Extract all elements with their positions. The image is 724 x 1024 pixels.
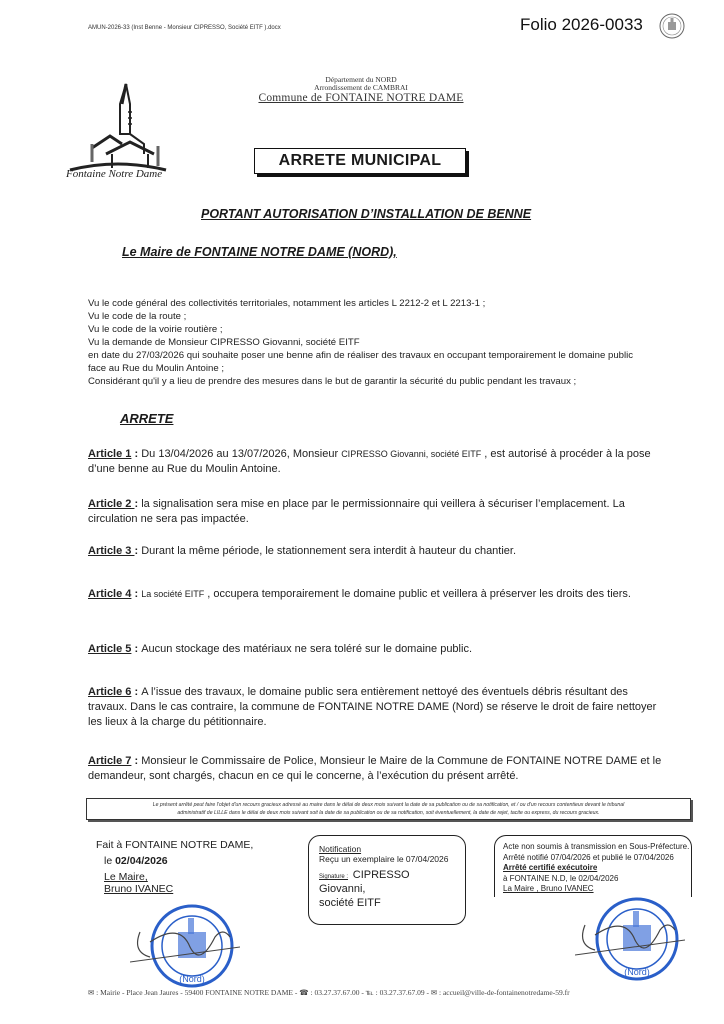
vu-line: Vu le code de la route ; — [88, 311, 187, 322]
vu-considerants — [88, 297, 633, 388]
mairie-stamp-certified — [575, 895, 685, 985]
vu-line: face au Rue du Moulin Antoine ; — [88, 363, 225, 374]
fait-place: Fait à FONTAINE NOTRE DAME, — [96, 839, 254, 851]
footer-contact: ✉ : Mairie - Place Jean Jaures - 59400 FONTAINE NOTRE DAME - ☎ : 03.27.37.67.00 - ℡ : 03.27.37.67.09 - ✉ : accueil@ville-de-fontainenotredame-59.fr — [88, 988, 570, 997]
mairie-stamp-signature — [130, 902, 240, 992]
departement: Département du NORD — [325, 75, 397, 84]
town-logo — [62, 74, 174, 182]
folio-number: Folio 2026-0033 — [520, 15, 643, 34]
notification-heading: Notification — [319, 844, 362, 854]
recours-notice: Le présent arrêté peut faire l'objet d'un recours gracieux adressé au maire dans le délai de deux mois suivant la date de sa publication ou de sa notification, et / ou d'un recours contentieux devant le tribunal administratif de LILLE dans le délai de deux mois suivant soit la date de sa publication ou de sa notification, soit éventuellement, la date de rejet, tacite ou express, du recours gracieux. — [86, 798, 691, 820]
article-1: Article 1 : Du 13/04/2026 au 13/07/2026, Monsieur CIPRESSO Giovanni, société EITF , est autorisé à procéder à la pose d’une benne au Rue du Moulin Antoine. — [88, 448, 651, 475]
notification-company: société EITF — [319, 897, 381, 909]
article-2: Article 2 : la signalisation sera mise en place par le permissionnaire qui veillera à sécuriser l’emplacement. La circulation ne sera pas impactée. — [88, 498, 625, 525]
arrete-heading: ARRETE — [120, 411, 174, 426]
acte-box: Acte non soumis à transmission en Sous-Préfecture. Arrêté notifié 07/04/2026 et publié le 07/04/2026 Arrêté certifié exécutoire à FONTAINE N.D, le 02/04/2026 La Maire , Bruno IVANEC — [494, 835, 692, 897]
fait-role: Le Maire, — [104, 871, 148, 883]
article-4: Article 4 : La société EITF , occupera temporairement le domaine public et veillera à préserver les droits des tiers. — [88, 588, 631, 600]
fait-date-line: le 02/04/2026 — [104, 855, 168, 867]
notification-recu: Reçu un exemplaire le 07/04/2026 — [319, 854, 449, 864]
vu-line: Vu le code général des collectivités territoriales, notamment les articles L 2212-2 et L 2213-1 ; — [88, 298, 486, 309]
vu-line: en date du 27/03/2026 qui souhaite poser une benne afin de réaliser des travaux en occupant temporairement le domaine public — [88, 350, 634, 361]
notification-box — [308, 835, 466, 925]
vu-line: Vu le code de la voirie routière ; — [88, 324, 223, 335]
logo-caption: Fontaine Notre Dame — [66, 168, 163, 180]
notification-name: CIPRESSO Giovanni, — [319, 869, 410, 895]
article-label: Article 4 — [88, 588, 132, 600]
document-subtitle: PORTANT AUTORISATION D’INSTALLATION DE BENNE — [201, 207, 532, 221]
article-label: Article 3 — [88, 545, 135, 557]
administrative-header — [236, 76, 486, 105]
arrondissement: Arrondissement de CAMBRAI — [314, 83, 408, 92]
article-label: Article 2 — [88, 498, 135, 510]
document-reference: AMUN-2026-33 (Inst Benne - Monsieur CIPRESSO, Société EITF ).docx — [88, 25, 281, 31]
article-6: Article 6 : A l’issue des travaux, le domaine public sera entièrement nettoyé des éventuels débris résultant des travaux. Dans le cas contraire, la commune de FONTAINE NOTRE DAME (Nord) se réserve le droit de faire nettoyer les lieux à la charge du pétitionnaire. — [88, 686, 657, 728]
article-3: Article 3 : Durant la même période, le stationnement sera interdit à hauteur du chantier. — [88, 545, 517, 557]
article-label: Article 6 — [88, 686, 132, 698]
commune: Commune de FONTAINE NOTRE DAME — [258, 92, 464, 104]
vu-line: Considérant qu'il y a lieu de prendre des mesures dans le but de garantir la sécurité du public pendant les travaux ; — [88, 376, 577, 387]
article-label: Article 7 — [88, 755, 132, 767]
folio-seal-icon — [659, 13, 685, 39]
article-label: Article 1 — [88, 448, 132, 460]
fait-date: 02/04/2026 — [115, 855, 168, 867]
document-title: ARRETE MUNICIPAL — [254, 148, 466, 174]
article-7: Article 7 : Monsieur le Commissaire de Police, Monsieur le Maire de la Commune de FONTAINE NOTRE DAME et le demandeur, sont chargés, chacun en ce qui le concerne, à l’exécution du présent arrêté. — [88, 755, 662, 782]
article-label: Article 5 — [88, 643, 132, 655]
svg-text:(Nord): (Nord) — [179, 974, 205, 984]
article-5: Article 5 : Aucun stockage des matériaux ne sera toléré sur le domaine public. — [88, 643, 472, 655]
maire-heading: Le Maire de FONTAINE NOTRE DAME (NORD), — [122, 245, 397, 259]
signature-label: Signature : — [319, 874, 349, 880]
svg-text:(Nord): (Nord) — [624, 967, 650, 977]
fait-block — [96, 837, 253, 897]
vu-line: Vu la demande de Monsieur CIPRESSO Giovanni, société EITF — [88, 337, 360, 348]
fait-name: Bruno IVANEC — [104, 883, 174, 895]
